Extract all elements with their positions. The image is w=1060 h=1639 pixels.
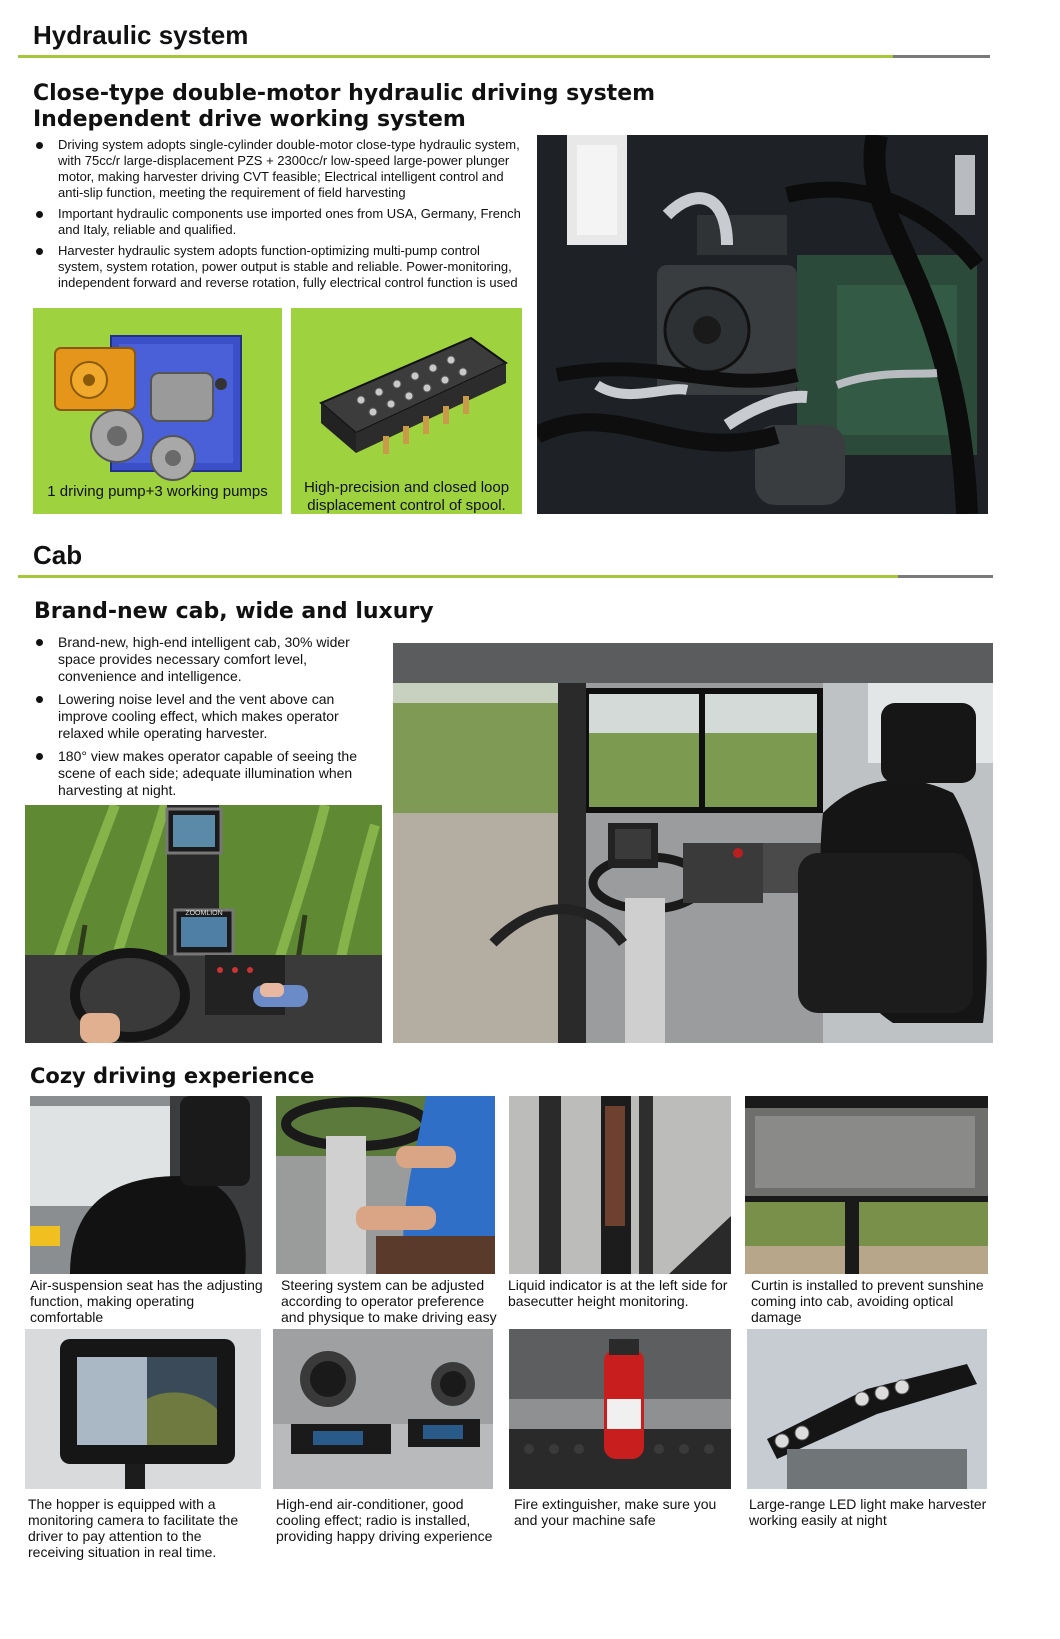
section-title-cab: Cab: [33, 540, 83, 570]
fire-extinguisher-photo: [509, 1329, 731, 1489]
caption-seat: Air-suspension seat has the adjusting function, making operating comfortable: [30, 1277, 263, 1325]
curtain-photo: [745, 1096, 988, 1274]
valve-panel: [291, 308, 522, 514]
cab-dashboard-photo: [25, 805, 382, 1043]
caption-liquid-indicator: Liquid indicator is at the left side for basecutter height monitoring.: [508, 1277, 728, 1309]
cab-bullet: Brand-new, high-end intelligent cab, 30% wider space provides necessary comfort level, convenience and intelligence.: [33, 634, 383, 685]
hydraulic-heading-1: Close-type double-motor hydraulic driving system: [33, 81, 656, 106]
hydraulic-bullet: Important hydraulic components use imported ones from USA, Germany, French and Italy, reliable and qualified.: [33, 206, 525, 238]
air-conditioner-photo: [273, 1329, 493, 1489]
hydraulic-bullet: Harvester hydraulic system adopts function-optimizing multi-pump control system, system rotation, power output is stable and reliable. Power-monitoring, independent forward and reverse rotation, fully electrical control function is used: [33, 243, 525, 291]
cozy-heading: Cozy driving experience: [30, 1064, 315, 1088]
caption-air-conditioner: High-end air-conditioner, good cooling effect; radio is installed, providing happy driving experience: [276, 1496, 493, 1544]
hydraulic-heading-2: Independent drive working system: [33, 107, 466, 132]
led-light-photo: [747, 1329, 987, 1489]
cab-bullet-list: [33, 634, 383, 805]
steering-photo: [276, 1096, 495, 1274]
caption-steering: Steering system can be adjusted according to operator preference and physique to make driving easy: [281, 1277, 497, 1325]
hydraulic-bullet-list: [33, 137, 525, 296]
caption-led-light: Large-range LED light make harvester working easily at night: [749, 1496, 987, 1528]
liquid-indicator-photo: [509, 1096, 731, 1274]
cab-heading: Brand-new cab, wide and luxury: [34, 599, 434, 624]
cab-bullet: Lowering noise level and the vent above can improve cooling effect, which makes operator relaxed while operating harvester.: [33, 691, 383, 742]
monitor-brand-label: ZOOMLION: [185, 910, 223, 917]
section-title-hydraulic: Hydraulic system: [33, 20, 249, 50]
hydraulic-engine-photo: [537, 135, 988, 514]
seat-photo: [30, 1096, 262, 1274]
pumps-panel-caption: 1 driving pump+3 working pumps: [47, 483, 268, 500]
caption-camera-monitor: The hopper is equipped with a monitoring camera to facilitate the driver to pay attention to the receiving situation in real time.: [28, 1496, 239, 1560]
cab-bullet: 180° view makes operator capable of seeing the scene of each side; adequate illumination when harvesting at night.: [33, 748, 383, 799]
caption-fire-extinguisher: Fire extinguisher, make sure you and your machine safe: [514, 1496, 717, 1528]
hydraulic-bullet: Driving system adopts single-cylinder double-motor close-type hydraulic system, with 75cc/r large-displacement PZS + 2300cc/r low-speed large-power plunger motor, making harvester driving CVT feasible; Electrical intelligent control and anti-slip function, meeting the requirement of field harvesting: [33, 137, 525, 201]
camera-monitor-photo: [25, 1329, 261, 1489]
caption-curtain: Curtin is installed to prevent sunshine coming into cab, avoiding optical damage: [751, 1277, 984, 1325]
section-rule-cab: [18, 575, 993, 578]
valve-panel-caption: High-precision and closed loop displacement control of spool.: [303, 479, 510, 514]
section-rule-hydraulic: [18, 55, 990, 58]
cab-interior-photo: [393, 643, 993, 1043]
pumps-panel: [33, 308, 282, 514]
